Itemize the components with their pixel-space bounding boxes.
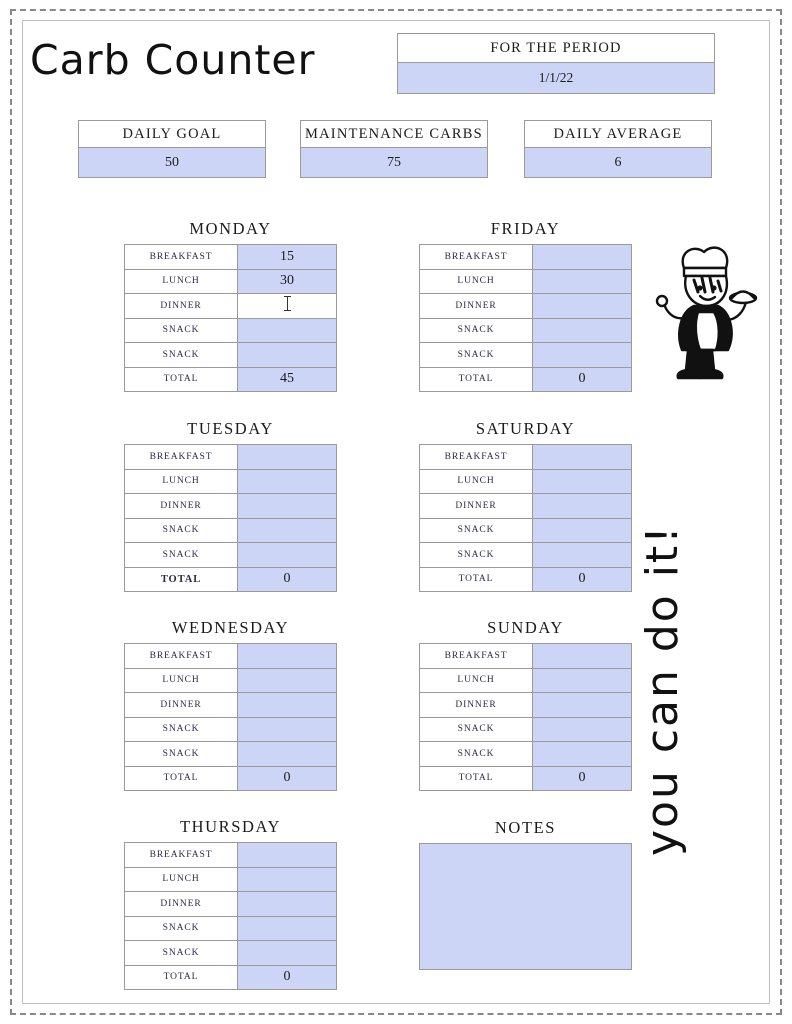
table-row <box>125 245 337 270</box>
row-label-lunch: LUNCH <box>125 668 238 693</box>
monday-total-value: 45 <box>238 367 337 392</box>
text-cursor-icon <box>287 296 288 311</box>
sunday-dinner-field[interactable] <box>533 693 632 718</box>
row-label-total: TOTAL <box>420 766 533 791</box>
friday-lunch-field[interactable] <box>533 269 632 294</box>
tuesday-breakfast-field[interactable] <box>238 445 337 470</box>
row-label-lunch: LUNCH <box>125 469 238 494</box>
table-row <box>125 318 337 343</box>
thursday-snack2-field[interactable] <box>238 941 337 966</box>
row-label-total: TOTAL <box>125 965 238 990</box>
day-table-friday <box>419 244 632 392</box>
row-label-total: TOTAL <box>420 567 533 592</box>
monday-dinner-field[interactable] <box>238 294 337 319</box>
table-row <box>125 543 337 568</box>
sunday-lunch-field[interactable] <box>533 668 632 693</box>
day-block-monday <box>124 219 337 392</box>
table-row <box>420 742 632 767</box>
table-row <box>125 644 337 669</box>
wednesday-snack2-field[interactable] <box>238 742 337 767</box>
period-value-field[interactable]: 1/1/22 <box>398 63 714 93</box>
row-label-snack: SNACK <box>420 717 533 742</box>
slogan-text: you can do it! <box>637 524 688 856</box>
row-label-breakfast: BREAKFAST <box>420 445 533 470</box>
day-table-tuesday <box>124 444 337 592</box>
row-label-dinner: DINNER <box>420 693 533 718</box>
row-label-snack: SNACK <box>125 916 238 941</box>
friday-snack2-field[interactable] <box>533 343 632 368</box>
row-label-lunch: LUNCH <box>125 269 238 294</box>
day-block-tuesday <box>124 419 337 592</box>
table-row <box>125 843 337 868</box>
day-block-thursday <box>124 817 337 990</box>
row-label-dinner: DINNER <box>420 294 533 319</box>
row-label-total: TOTAL <box>125 766 238 791</box>
wednesday-breakfast-field[interactable] <box>238 644 337 669</box>
table-row <box>420 494 632 519</box>
row-label-dinner: DINNER <box>125 494 238 519</box>
tuesday-snack1-field[interactable] <box>238 518 337 543</box>
row-label-snack: SNACK <box>125 717 238 742</box>
sunday-snack1-field[interactable] <box>533 717 632 742</box>
saturday-dinner-field[interactable] <box>533 494 632 519</box>
day-block-friday <box>419 219 632 392</box>
table-row <box>420 269 632 294</box>
thursday-snack1-field[interactable] <box>238 916 337 941</box>
day-heading-tuesday: TUESDAY <box>187 419 274 438</box>
table-row <box>420 693 632 718</box>
daily-average-label: DAILY AVERAGE <box>525 121 711 148</box>
row-label-total: TOTAL <box>125 567 238 592</box>
wednesday-snack1-field[interactable] <box>238 717 337 742</box>
table-row <box>420 367 632 392</box>
daily-average-field[interactable]: 6 <box>525 148 711 177</box>
row-label-breakfast: BREAKFAST <box>125 644 238 669</box>
period-label: FOR THE PERIOD <box>398 34 714 63</box>
friday-dinner-field[interactable] <box>533 294 632 319</box>
saturday-snack1-field[interactable] <box>533 518 632 543</box>
saturday-total-value: 0 <box>533 567 632 592</box>
row-label-total: TOTAL <box>125 367 238 392</box>
friday-snack1-field[interactable] <box>533 318 632 343</box>
table-row <box>125 916 337 941</box>
friday-total-value: 0 <box>533 367 632 392</box>
table-row <box>420 294 632 319</box>
row-label-total: TOTAL <box>420 367 533 392</box>
row-label-breakfast: BREAKFAST <box>125 245 238 270</box>
row-label-lunch: LUNCH <box>420 469 533 494</box>
table-row <box>420 644 632 669</box>
monday-lunch-field[interactable]: 30 <box>238 269 337 294</box>
day-table-wednesday <box>124 643 337 791</box>
thursday-lunch-field[interactable] <box>238 867 337 892</box>
wednesday-dinner-field[interactable] <box>238 693 337 718</box>
saturday-breakfast-field[interactable] <box>533 445 632 470</box>
day-heading-saturday: SATURDAY <box>475 419 576 438</box>
wednesday-total-value: 0 <box>238 766 337 791</box>
daily-average-box <box>524 120 712 178</box>
row-label-snack: SNACK <box>125 518 238 543</box>
table-row <box>125 367 337 392</box>
row-label-snack: SNACK <box>125 318 238 343</box>
friday-breakfast-field[interactable] <box>533 245 632 270</box>
notes-heading: NOTES <box>494 818 557 837</box>
table-row <box>125 567 337 592</box>
tuesday-total-value: 0 <box>238 567 337 592</box>
day-table-sunday <box>419 643 632 791</box>
day-heading-wednesday: WEDNESDAY <box>171 618 290 637</box>
row-label-breakfast: BREAKFAST <box>420 644 533 669</box>
row-label-snack: SNACK <box>125 941 238 966</box>
row-label-snack: SNACK <box>125 742 238 767</box>
row-label-snack: SNACK <box>420 343 533 368</box>
monday-snack2-field[interactable] <box>238 343 337 368</box>
table-row <box>420 668 632 693</box>
daily-goal-box <box>78 120 266 178</box>
table-row <box>420 518 632 543</box>
row-label-snack: SNACK <box>420 742 533 767</box>
monday-breakfast-field[interactable]: 15 <box>238 245 337 270</box>
period-box <box>397 33 715 94</box>
thursday-total-value: 0 <box>238 965 337 990</box>
table-row <box>420 318 632 343</box>
day-block-wednesday <box>124 618 337 791</box>
row-label-dinner: DINNER <box>420 494 533 519</box>
row-label-breakfast: BREAKFAST <box>125 445 238 470</box>
day-heading-monday: MONDAY <box>189 219 272 238</box>
table-row <box>125 867 337 892</box>
day-table-thursday <box>124 842 337 990</box>
day-table-monday <box>124 244 337 392</box>
table-row <box>125 668 337 693</box>
table-row <box>125 294 337 319</box>
table-row <box>125 892 337 917</box>
row-label-dinner: DINNER <box>125 693 238 718</box>
day-block-sunday <box>419 618 632 791</box>
row-label-snack: SNACK <box>420 318 533 343</box>
table-row <box>420 343 632 368</box>
table-row <box>125 494 337 519</box>
table-row <box>125 717 337 742</box>
thursday-dinner-field[interactable] <box>238 892 337 917</box>
table-row <box>420 445 632 470</box>
row-label-lunch: LUNCH <box>420 668 533 693</box>
tuesday-lunch-field[interactable] <box>238 469 337 494</box>
row-label-snack: SNACK <box>420 543 533 568</box>
tuesday-dinner-field[interactable] <box>238 494 337 519</box>
row-label-snack: SNACK <box>125 343 238 368</box>
table-row <box>125 742 337 767</box>
day-table-saturday <box>419 444 632 592</box>
row-label-dinner: DINNER <box>125 294 238 319</box>
tuesday-snack2-field[interactable] <box>238 543 337 568</box>
row-label-breakfast: BREAKFAST <box>420 245 533 270</box>
table-row <box>420 766 632 791</box>
sunday-snack2-field[interactable] <box>533 742 632 767</box>
sunday-breakfast-field[interactable] <box>533 644 632 669</box>
saturday-lunch-field[interactable] <box>533 469 632 494</box>
table-row <box>420 543 632 568</box>
row-label-snack: SNACK <box>420 518 533 543</box>
table-row <box>125 469 337 494</box>
table-row <box>420 245 632 270</box>
day-heading-sunday: SUNDAY <box>487 618 564 637</box>
row-label-lunch: LUNCH <box>420 269 533 294</box>
day-heading-thursday: THURSDAY <box>179 817 282 836</box>
table-row <box>125 965 337 990</box>
daily-goal-label: DAILY GOAL <box>79 121 265 148</box>
table-row <box>420 717 632 742</box>
table-row <box>420 469 632 494</box>
table-row <box>420 567 632 592</box>
saturday-snack2-field[interactable] <box>533 543 632 568</box>
table-row <box>125 343 337 368</box>
table-row <box>125 941 337 966</box>
maintenance-carbs-box <box>300 120 488 178</box>
table-row <box>125 518 337 543</box>
thursday-breakfast-field[interactable] <box>238 843 337 868</box>
row-label-dinner: DINNER <box>125 892 238 917</box>
daily-goal-field[interactable]: 50 <box>79 148 265 177</box>
chef-mascot-icon <box>650 238 758 390</box>
notes-block <box>419 818 632 970</box>
table-row <box>125 269 337 294</box>
sunday-total-value: 0 <box>533 766 632 791</box>
day-heading-friday: FRIDAY <box>490 219 561 238</box>
maintenance-carbs-field[interactable]: 75 <box>301 148 487 177</box>
row-label-snack: SNACK <box>125 543 238 568</box>
day-block-saturday <box>419 419 632 592</box>
row-label-lunch: LUNCH <box>125 867 238 892</box>
monday-snack1-field[interactable] <box>238 318 337 343</box>
row-label-breakfast: BREAKFAST <box>125 843 238 868</box>
maintenance-carbs-label: MAINTENANCE CARBS <box>301 121 487 148</box>
table-row <box>125 445 337 470</box>
notes-textarea[interactable] <box>419 843 632 970</box>
table-row <box>125 766 337 791</box>
table-row <box>125 693 337 718</box>
page-title: Carb Counter <box>30 36 316 84</box>
wednesday-lunch-field[interactable] <box>238 668 337 693</box>
